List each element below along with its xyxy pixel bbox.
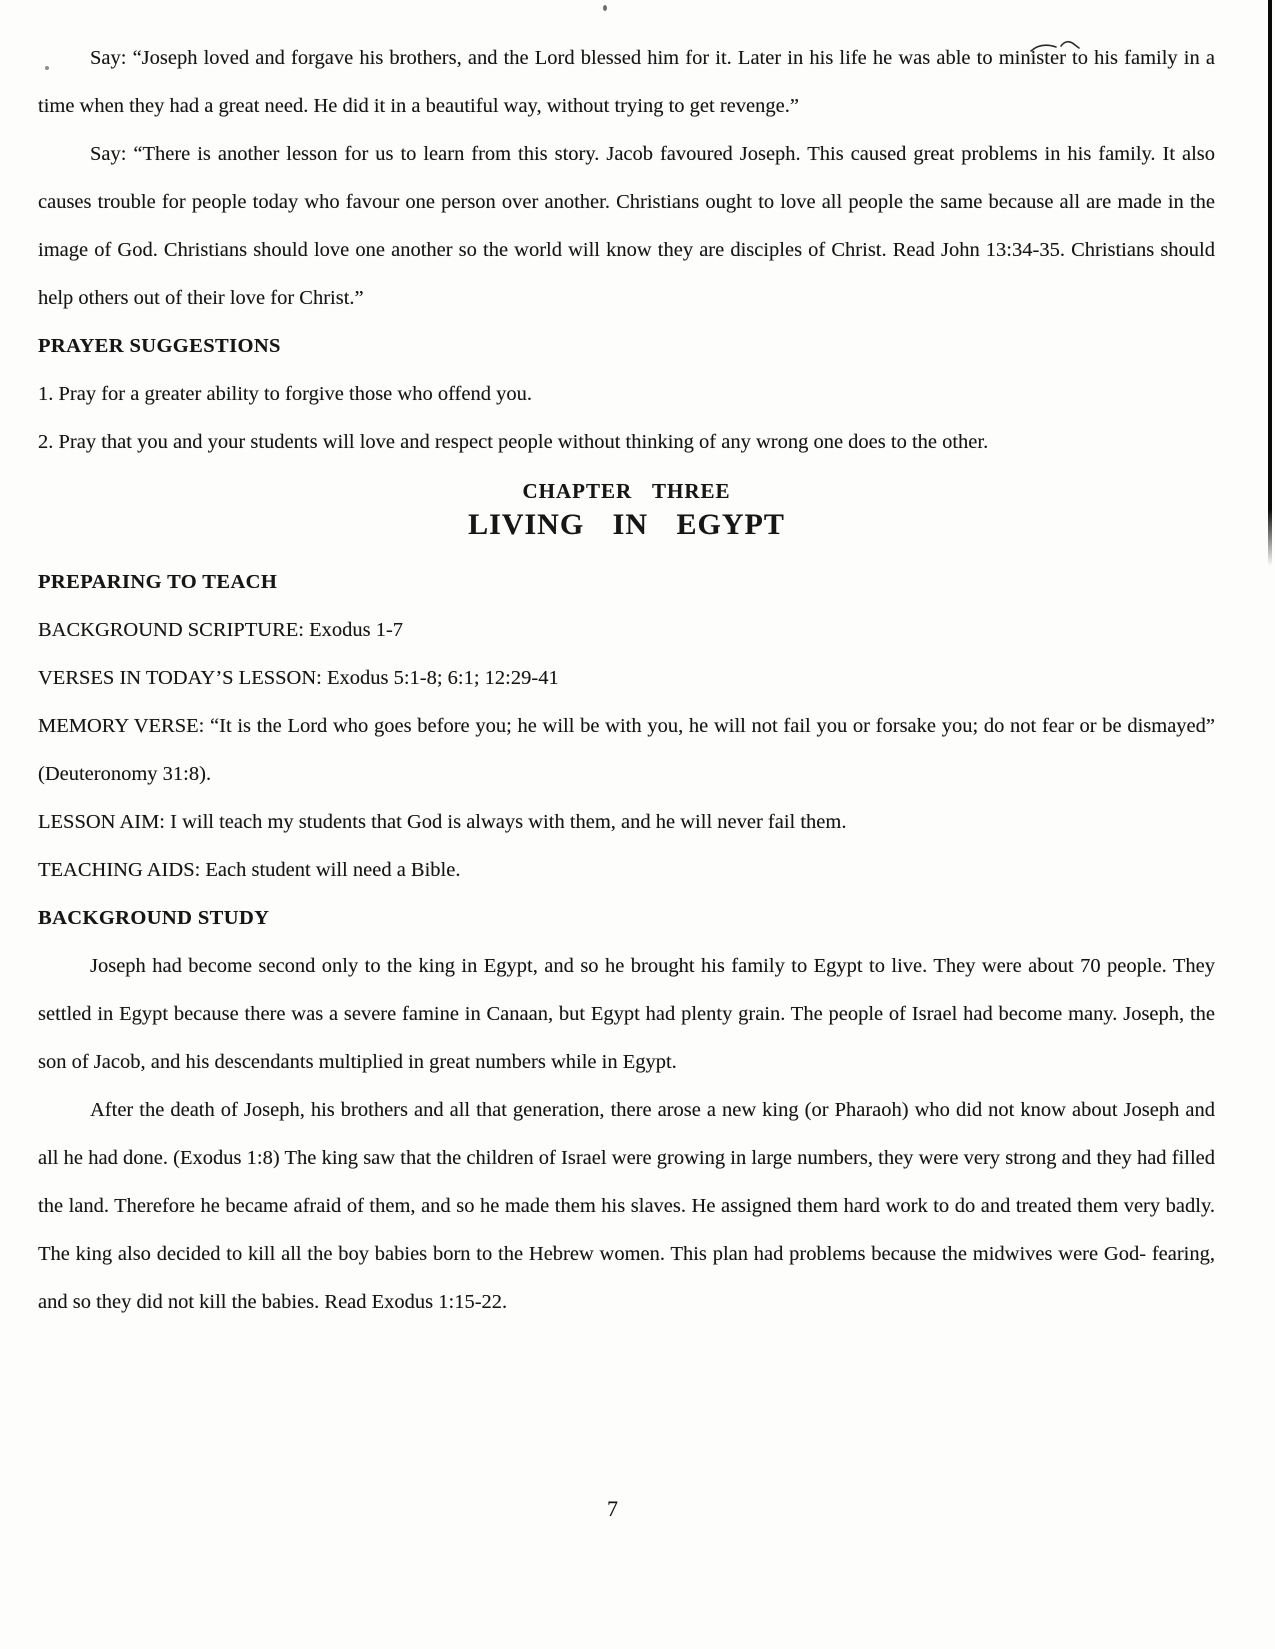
prayer-suggestions-heading: PRAYER SUGGESTIONS xyxy=(38,335,281,357)
background-study-paragraph-1: Joseph had become second only to the king in Egypt, and so he brought his family to Egypt to live. They were about 70 people. They settled in Egypt because there was a severe famine in Canaan, but Egypt had plenty grain. The people of Israel had become many. Joseph, the son of Jacob, and his descendants multiplied in great numbers while in Egypt. xyxy=(38,955,1215,1073)
chapter-kicker: CHAPTER THREE xyxy=(522,479,731,503)
chapter-heading-block xyxy=(38,476,1215,544)
prayer-item-1: 1. Pray for a greater ability to forgive those who offend you. xyxy=(38,383,532,405)
teaching-aids-line: TEACHING AIDS: Each student will need a Bible. xyxy=(38,859,461,881)
background-study-paragraph-2: After the death of Joseph, his brothers and all that generation, there arose a new king (or Pharaoh) who did not know about Joseph and all he had done. (Exodus 1:8) The king saw that the children of Israel were growing in large numbers, they were very strong and they had filled the land. Therefore he became afraid of them, and so he made them his slaves. He assigned them hard work to do and treated them very badly. The king also decided to kill all the boy babies born to the Hebrew women. This plan had problems because the midwives were God- fearing, and so they did not kill the babies. Read Exodus 1:15-22. xyxy=(38,1099,1215,1313)
intro-paragraph-1: Say: “Joseph loved and forgave his brothers, and the Lord blessed him for it. Later in his life he was able to minister to his family in a time when they had a great need. He did it in a beautiful way, without trying to get revenge.” xyxy=(38,47,1215,117)
memory-verse-line: MEMORY VERSE: “It is the Lord who goes before you; he will be with you, he will not fail you or forsake you; do not fear or be dismayed” (Deuteronomy 31:8). xyxy=(38,715,1215,785)
scan-dot-artifact-top xyxy=(603,5,607,11)
background-study-heading: BACKGROUND STUDY xyxy=(38,907,270,929)
page-number: 7 xyxy=(607,1496,618,1521)
scan-dot-artifact-left xyxy=(45,66,49,70)
lesson-aim-line: LESSON AIM: I will teach my students that God is always with them, and he will never fail them. xyxy=(38,811,847,833)
pencil-squiggle-artifact xyxy=(1028,36,1090,60)
preparing-to-teach-heading: PREPARING TO TEACH xyxy=(38,571,278,593)
chapter-title: LIVING IN EGYPT xyxy=(468,508,785,541)
verses-in-lesson-line: VERSES IN TODAY’S LESSON: Exodus 5:1-8; 6:1; 12:29-41 xyxy=(38,667,559,689)
intro-paragraph-2: Say: “There is another lesson for us to learn from this story. Jacob favoured Joseph. This caused great problems in his family. It also causes trouble for people today who favour one person over another. Christians ought to love all people the same because all are made in the image of God. Christians should love one another so the world will know they are disciples of Christ. Read John 13:34-35. Christians should help others out of their love for Christ.” xyxy=(38,143,1215,309)
scan-edge-artifact xyxy=(1268,0,1272,566)
background-scripture-line: BACKGROUND SCRIPTURE: Exodus 1-7 xyxy=(38,619,404,641)
prayer-item-2: 2. Pray that you and your students will love and respect people without thinking of any wrong one does to the other. xyxy=(38,431,989,453)
